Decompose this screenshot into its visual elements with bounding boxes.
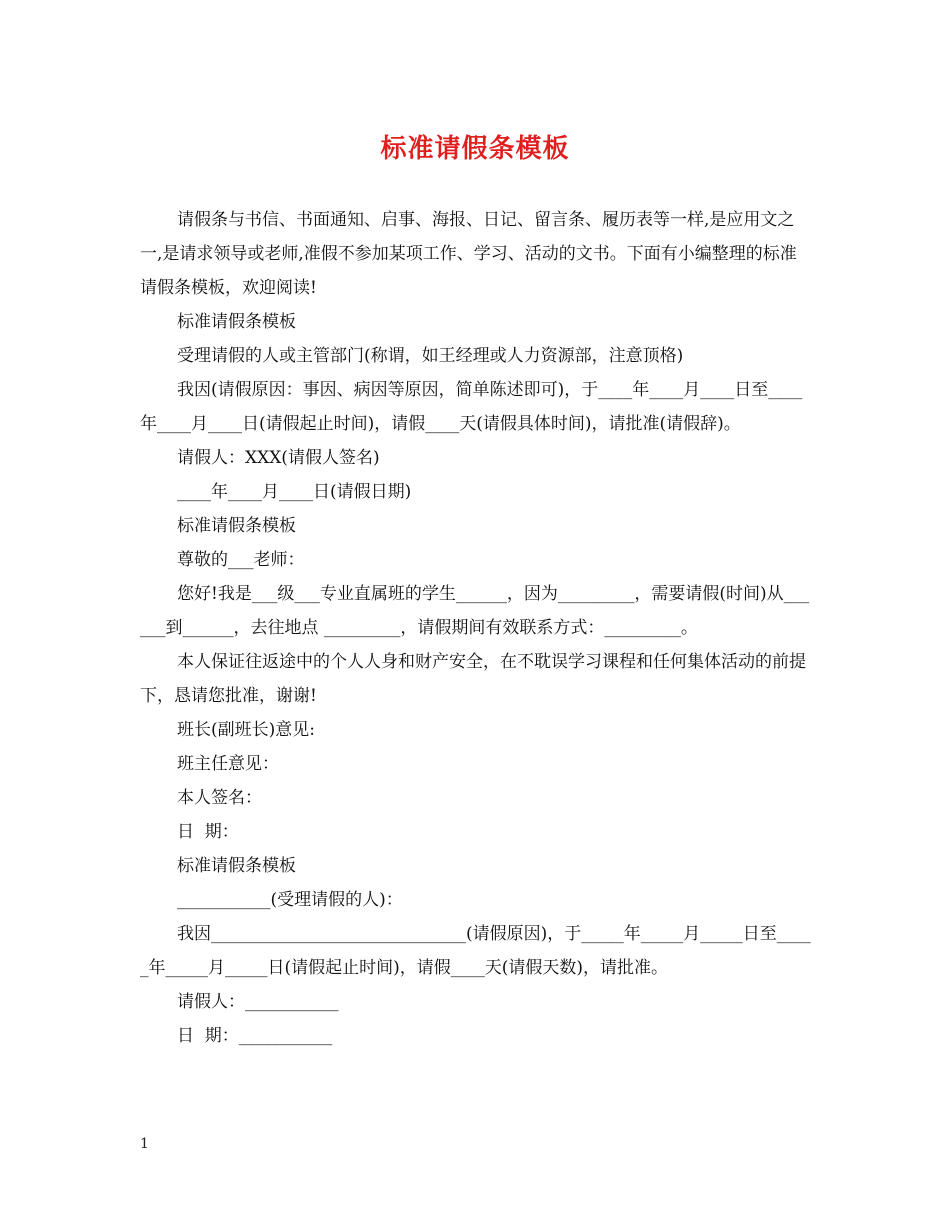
template-heading-3: 标准请假条模板 (177, 856, 296, 876)
date-blank-line: 日 期：___________ (177, 1026, 333, 1046)
reason-blank-paragraph: 我因______________________________(请假原因)，于_____年_____月_____日至_____年_____月_____日(请假起止时间)，请假____天(请假天数)，请批准。 (140, 924, 811, 978)
applicant-blank-line: 请假人：___________ (177, 992, 339, 1012)
head-teacher-opinion-line: 班主任意见： (177, 754, 279, 774)
safety-guarantee-paragraph: 本人保证往返途中的个人人身和财产安全，在不耽误学习课程和任何集体活动的前提下，恳请您批准，谢谢! (140, 652, 806, 706)
salutation-line: 尊敬的___老师： (177, 550, 305, 570)
recipient-blank-line: ___________(受理请假的人)： (177, 890, 403, 910)
student-request-paragraph: 您好!我是___级___专业直属班的学生______，因为_________，需要请假(时间)从______到______，去往地点 _________，请假期间有效联系方式：_________。 (140, 584, 810, 638)
intro-paragraph: 请假条与书信、书面通知、启事、海报、日记、留言条、履历表等一样,是应用文之一,是请求领导或老师,准假不参加某项工作、学习、活动的文书。下面有小编整理的标准请假条模板，欢迎阅读! (140, 210, 797, 298)
monitor-opinion-line: 班长(副班长)意见: (177, 720, 315, 740)
signature-line: 本人签名： (177, 788, 262, 808)
reason-paragraph: 我因(请假原因：事因、病因等原因，简单陈述即可)，于____年____月____日至____年____月____日(请假起止时间)，请假____天(请假具体时间)，请批准(请假辞)。 (140, 380, 803, 434)
document-title: 标准请假条模板 (380, 134, 570, 164)
template-heading-2: 标准请假条模板 (177, 516, 296, 536)
date-line: ____年____月____日(请假日期) (177, 482, 412, 502)
date-label-line: 日 期： (177, 822, 239, 842)
document-body (140, 203, 812, 1053)
page-number: 1 (140, 1136, 149, 1152)
applicant-line: 请假人：XXX(请假人签名) (177, 448, 380, 468)
template-heading-1: 标准请假条模板 (177, 312, 296, 332)
recipient-line: 受理请假的人或主管部门(称谓，如王经理或人力资源部，注意顶格) (177, 346, 684, 366)
